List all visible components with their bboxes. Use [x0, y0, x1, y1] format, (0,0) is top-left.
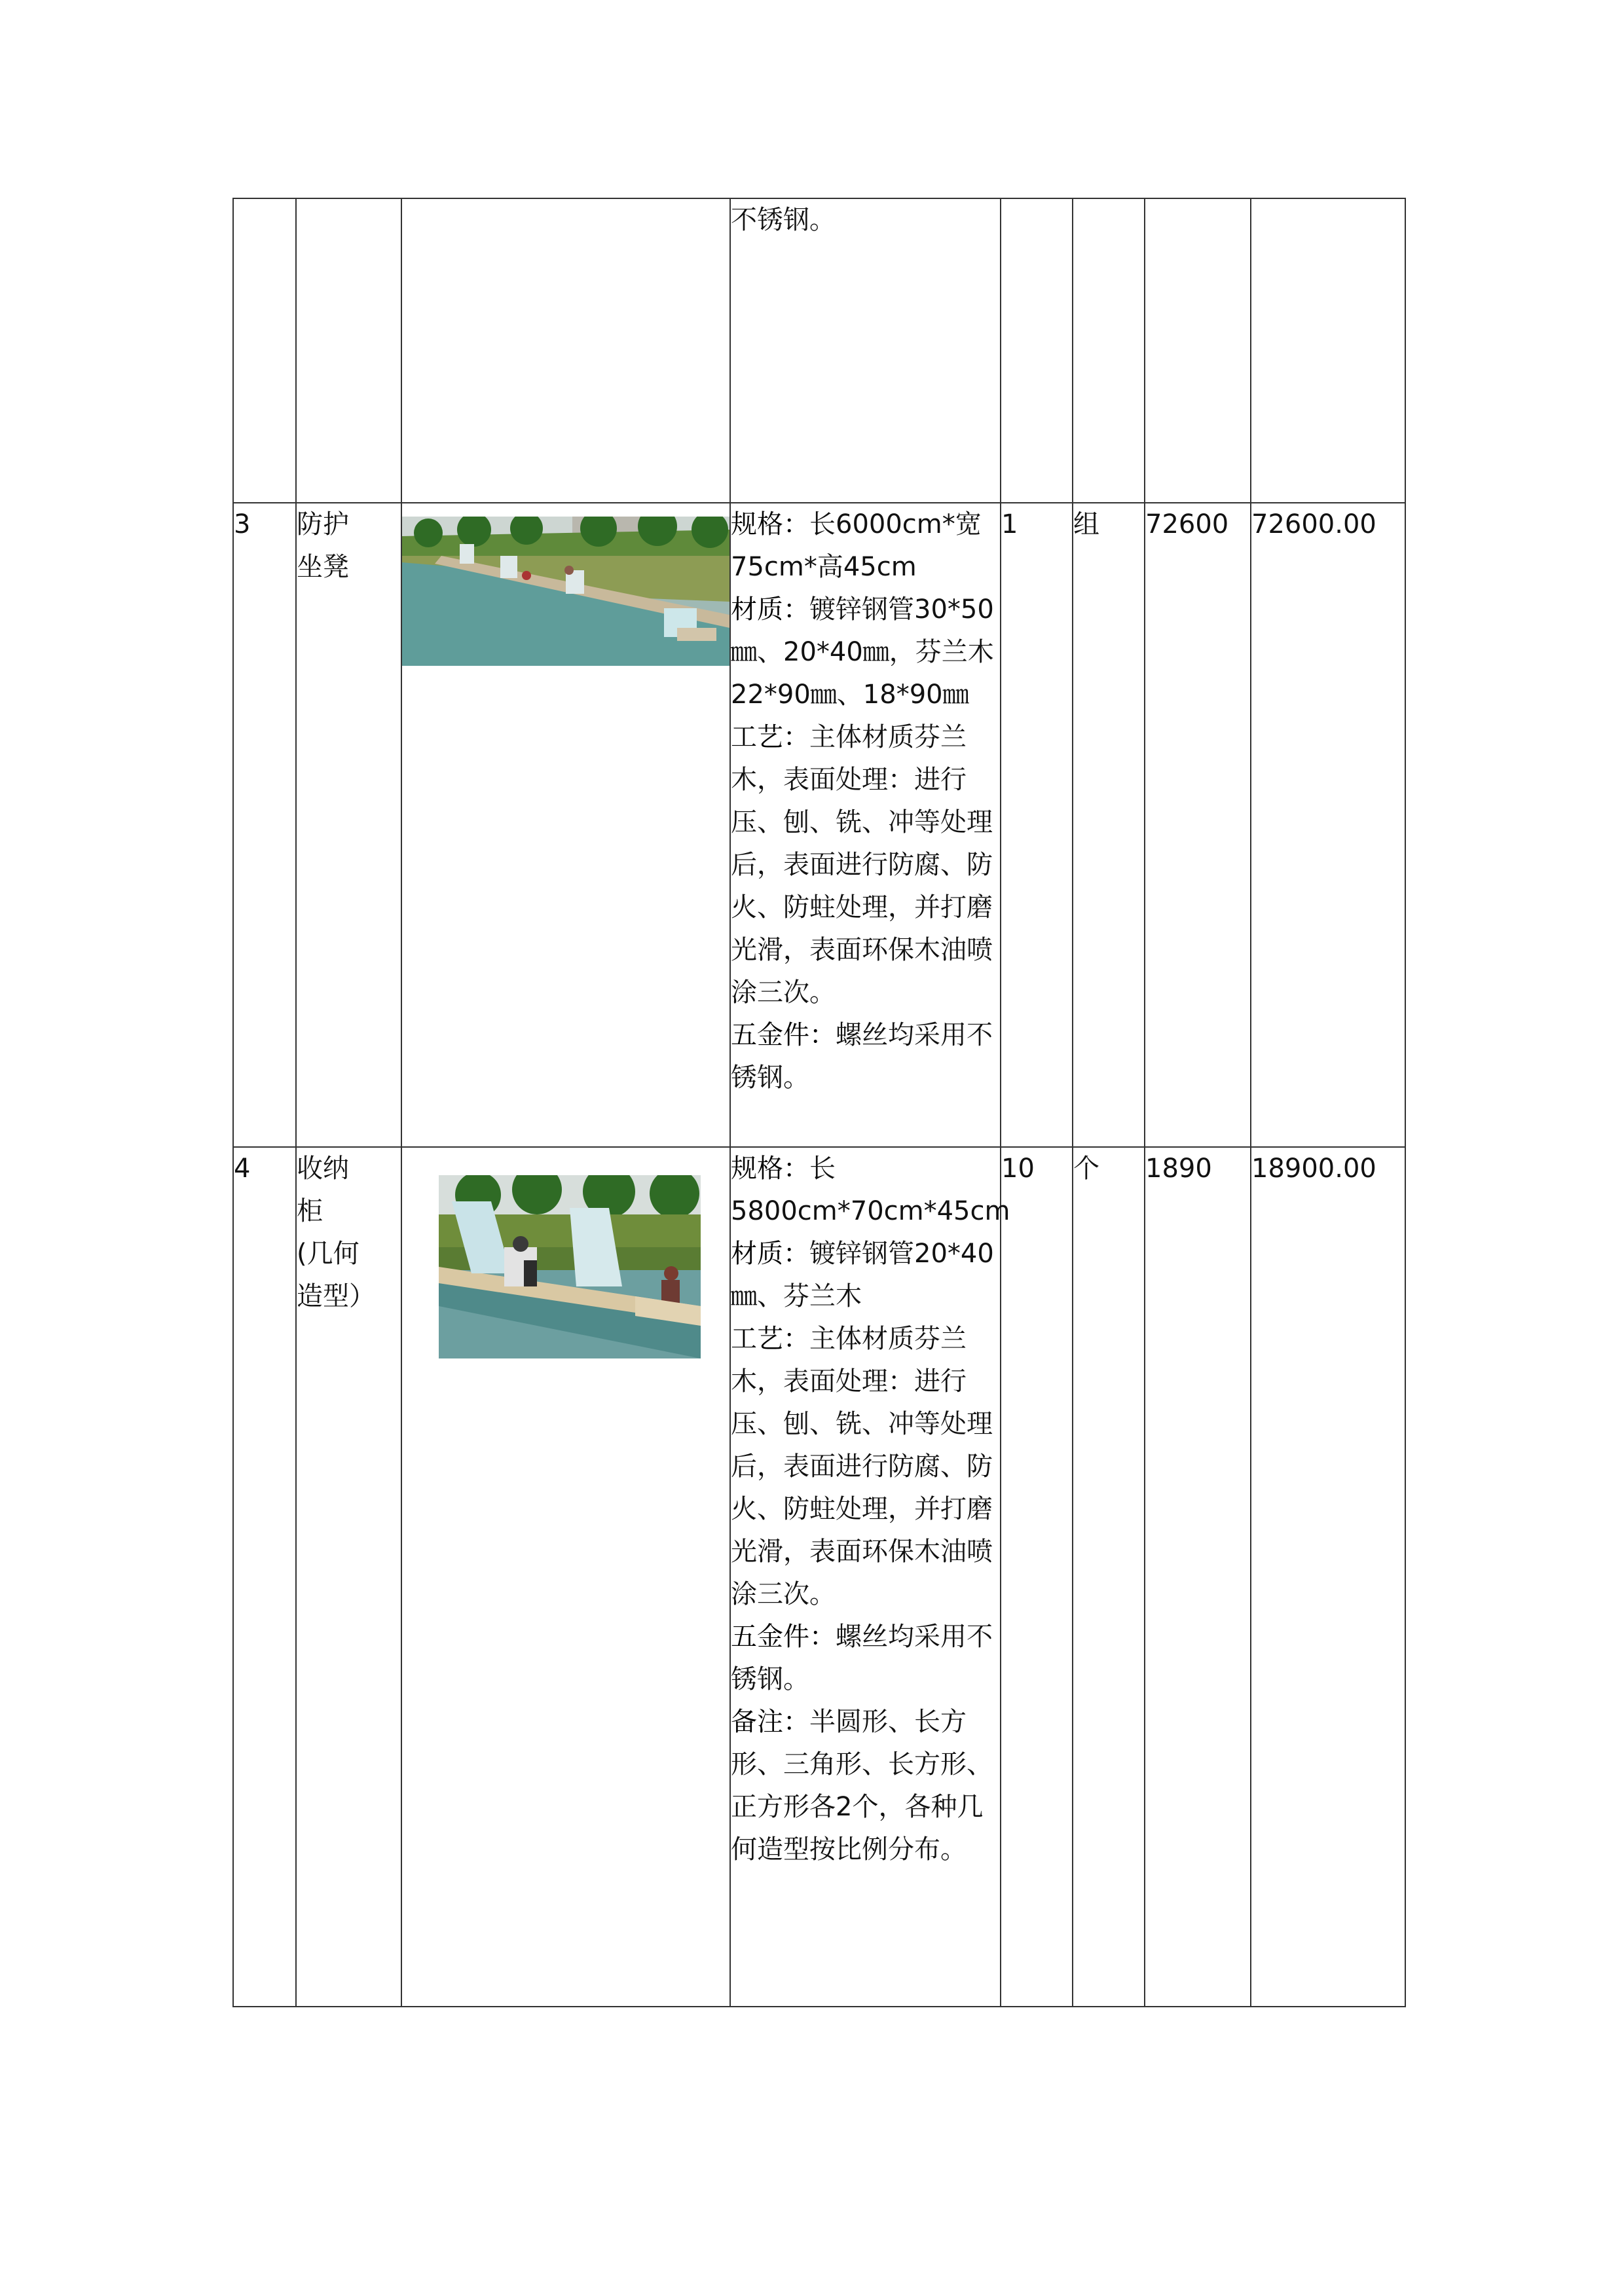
- table-row: [233, 198, 1405, 503]
- spec-value: 长6000cm*宽75cm*高45cm: [731, 509, 982, 582]
- material-value: 镀锌钢管30*50㎜、20*40㎜，芬兰木22*90㎜、18*90㎜: [731, 594, 994, 710]
- process-line: [731, 716, 1000, 1014]
- total-price: 72600.00: [1251, 503, 1405, 1147]
- item-name: [296, 1147, 401, 2007]
- total-price: 18900.00: [1251, 1147, 1405, 2007]
- row-number: [233, 198, 296, 503]
- spec-label: 规格：: [731, 509, 809, 539]
- row-number: 3: [233, 503, 296, 1147]
- total-price: [1251, 198, 1405, 503]
- unit-price: 72600: [1145, 503, 1251, 1147]
- spec-value: 长5800cm*70cm*45cm: [731, 1154, 1010, 1226]
- process-label: 工艺：: [731, 1324, 809, 1354]
- quantity: [1001, 198, 1073, 503]
- material-line: [731, 1233, 1000, 1318]
- table-row: [233, 503, 1405, 1147]
- material-value: 镀锌钢管20*40㎜、芬兰木: [731, 1239, 994, 1311]
- quantity: 1: [1001, 503, 1073, 1147]
- process-value: 主体材质芬兰木，表面处理：进行压、刨、铣、冲等处理后，表面进行防腐、防火、防蛀处理，并打磨光滑，表面环保木油喷涂三次。: [731, 1324, 993, 1609]
- description-cell: [730, 1147, 1010, 2007]
- item-name: [296, 503, 401, 1147]
- table-row: [233, 1147, 1405, 2007]
- process-label: 工艺：: [731, 722, 809, 752]
- item-name-line: 柜: [297, 1196, 323, 1226]
- description-cell: [730, 198, 1001, 503]
- row-number: 4: [233, 1147, 296, 2007]
- hardware-line: [731, 1014, 1000, 1099]
- hardware-label: 五金件：: [731, 1020, 836, 1050]
- remark-label: 备注：: [731, 1707, 809, 1737]
- hardware-label: 五金件：: [731, 1622, 836, 1652]
- material-line: [731, 589, 1000, 716]
- description-cell: [730, 503, 1001, 1147]
- remark-value: 半圆形、长方形、三角形、长方形、正方形各2个，各种几何造型按比例分布。: [731, 1707, 993, 1865]
- item-name-line: 收纳: [297, 1154, 349, 1184]
- image-cell: [401, 1147, 730, 2007]
- description-text: 不锈钢。: [731, 205, 836, 235]
- item-name-line: (几何: [297, 1239, 360, 1269]
- image-cell: [401, 198, 730, 503]
- quantity: 10: [1001, 1147, 1073, 2007]
- bench-rendering-image: [402, 517, 729, 666]
- image-cell: [401, 503, 730, 1147]
- hardware-line: [731, 1616, 1000, 1701]
- spec-table: [232, 198, 1406, 2007]
- process-value: 主体材质芬兰木，表面处理：进行压、刨、铣、冲等处理后，表面进行防腐、防火、防蛀处理，并打磨光滑，表面环保木油喷涂三次。: [731, 722, 993, 1008]
- process-line: [731, 1318, 1000, 1616]
- spec-line: [731, 503, 1000, 589]
- unit: 个: [1073, 1147, 1145, 2007]
- unit-price: 1890: [1145, 1147, 1251, 2007]
- item-name-line: 坐凳: [297, 552, 349, 582]
- hardware-value: 螺丝均采用不锈钢。: [731, 1020, 993, 1093]
- spec-line: [731, 1148, 1010, 1233]
- remark-line: [731, 1701, 1000, 1871]
- storage-cabinet-rendering-image: [439, 1175, 701, 1358]
- spec-label: 规格：: [731, 1154, 809, 1184]
- item-name-line: 造型）: [297, 1281, 375, 1311]
- item-name: [296, 198, 401, 503]
- unit: [1073, 198, 1145, 503]
- material-label: 材质：: [731, 1239, 809, 1269]
- unit-price: [1145, 198, 1251, 503]
- material-label: 材质：: [731, 594, 809, 625]
- unit: 组: [1073, 503, 1145, 1147]
- item-name-line: 防护: [297, 509, 349, 539]
- hardware-value: 螺丝均采用不锈钢。: [731, 1622, 993, 1694]
